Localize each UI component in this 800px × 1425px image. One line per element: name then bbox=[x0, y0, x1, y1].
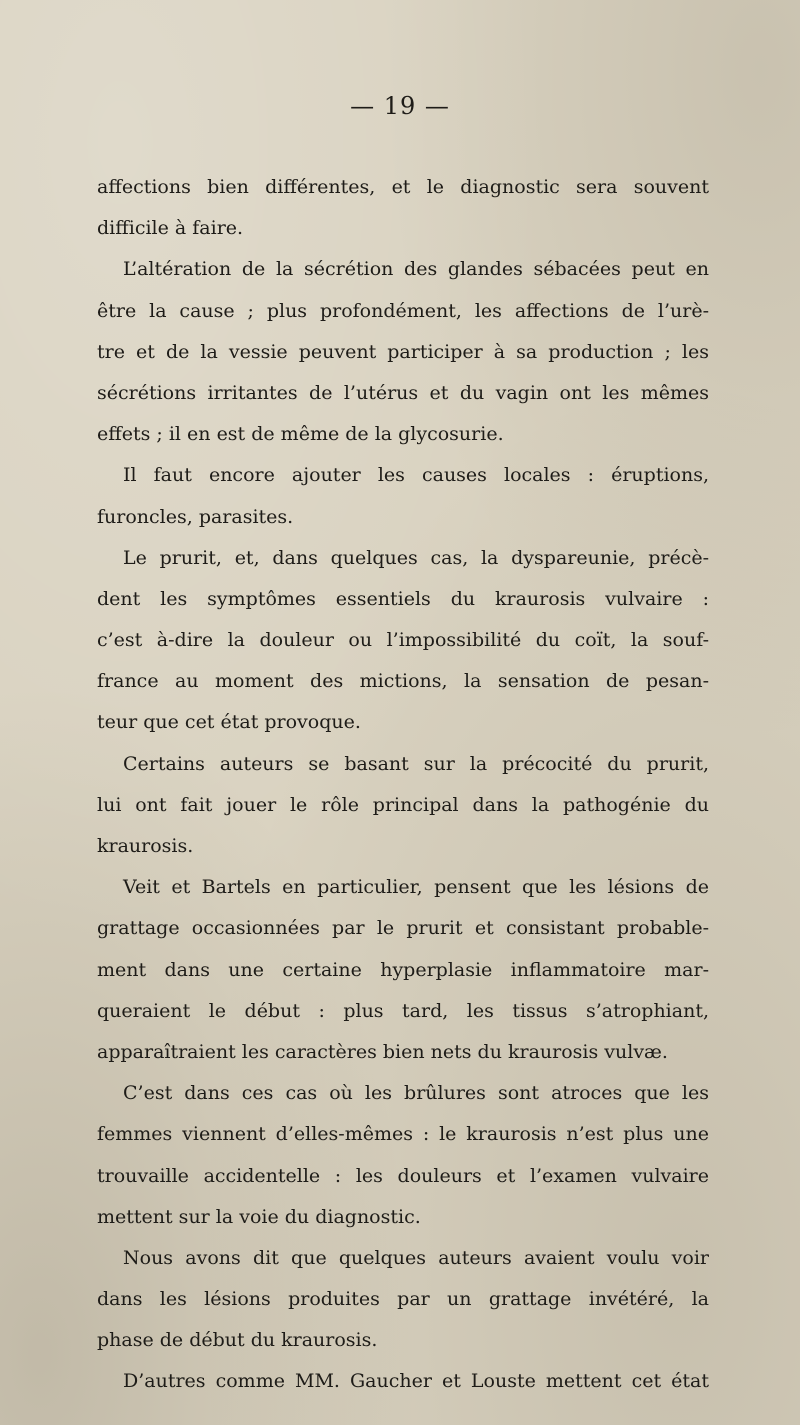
text-line: dans les lésions produites par un grattage invétéré, la bbox=[97, 1288, 709, 1311]
text-line: Il faut encore ajouter les causes locales : éruptions, bbox=[123, 464, 709, 487]
text-line: affections bien différentes, et le diagnostic sera souvent bbox=[97, 176, 709, 198]
text-line: kraurosis. bbox=[97, 835, 194, 857]
text-line: mettent sur la voie du diagnostic. bbox=[97, 1205, 421, 1228]
text-line: tre et de la vessie peuvent participer à sa production ; les bbox=[97, 340, 709, 363]
body-text bbox=[97, 167, 709, 1403]
text-line: L’altération de la sécrétion des glandes sébacées peut en bbox=[123, 258, 709, 281]
text-line: C’est dans ces cas où les brûlures sont atroces que les bbox=[123, 1082, 709, 1105]
text-line: Nous avons dit que quelques auteurs avaient voulu voir bbox=[123, 1246, 709, 1269]
text-line: dent les symptômes essentiels du kraurosis vulvaire : bbox=[97, 587, 709, 610]
page-number: — 19 — bbox=[350, 92, 450, 120]
text-line: phase de début du kraurosis. bbox=[97, 1329, 378, 1352]
text-line: lui ont fait jouer le rôle principal dans la pathogénie du bbox=[97, 793, 709, 816]
text-line: D’autres comme MM. Gaucher et Louste mettent cet état bbox=[123, 1370, 709, 1393]
text-line: femmes viennent d’elles-mêmes : le kraurosis n’est plus une bbox=[97, 1123, 709, 1146]
text-line: queraient le début : plus tard, les tissus s’atrophiant, bbox=[97, 999, 709, 1022]
text-line: Le prurit, et, dans quelques cas, la dyspareunie, précè- bbox=[123, 546, 709, 569]
text-line: Certains auteurs se basant sur la précocité du prurit, bbox=[123, 752, 709, 775]
text-line: sécrétions irritantes de l’utérus et du vagin ont les mêmes bbox=[97, 381, 709, 404]
text-line: difficile à faire. bbox=[97, 217, 244, 240]
text-line: c’est à-dire la douleur ou l’impossibilité du coït, la souf- bbox=[97, 629, 709, 652]
text-line: effets ; il en est de même de la glycosurie. bbox=[97, 423, 504, 446]
text-line: trouvaille accidentelle : les douleurs et l’examen vulvaire bbox=[97, 1164, 709, 1187]
text-line: grattage occasionnées par le prurit et consistant probable- bbox=[97, 917, 709, 940]
text-line: france au moment des mictions, la sensation de pesan- bbox=[97, 670, 709, 693]
text-line: Veit et Bartels en particulier, pensent que les lésions de bbox=[123, 876, 709, 899]
text-line: être la cause ; plus profondément, les affections de l’urè- bbox=[97, 299, 709, 322]
text-line: furoncles, parasites. bbox=[97, 505, 294, 528]
text-line: ment dans une certaine hyperplasie inflammatoire mar- bbox=[97, 958, 709, 981]
text-line: apparaîtraient les caractères bien nets du kraurosis vulvæ. bbox=[97, 1040, 668, 1063]
text-line: teur que cet état provoque. bbox=[97, 711, 361, 734]
